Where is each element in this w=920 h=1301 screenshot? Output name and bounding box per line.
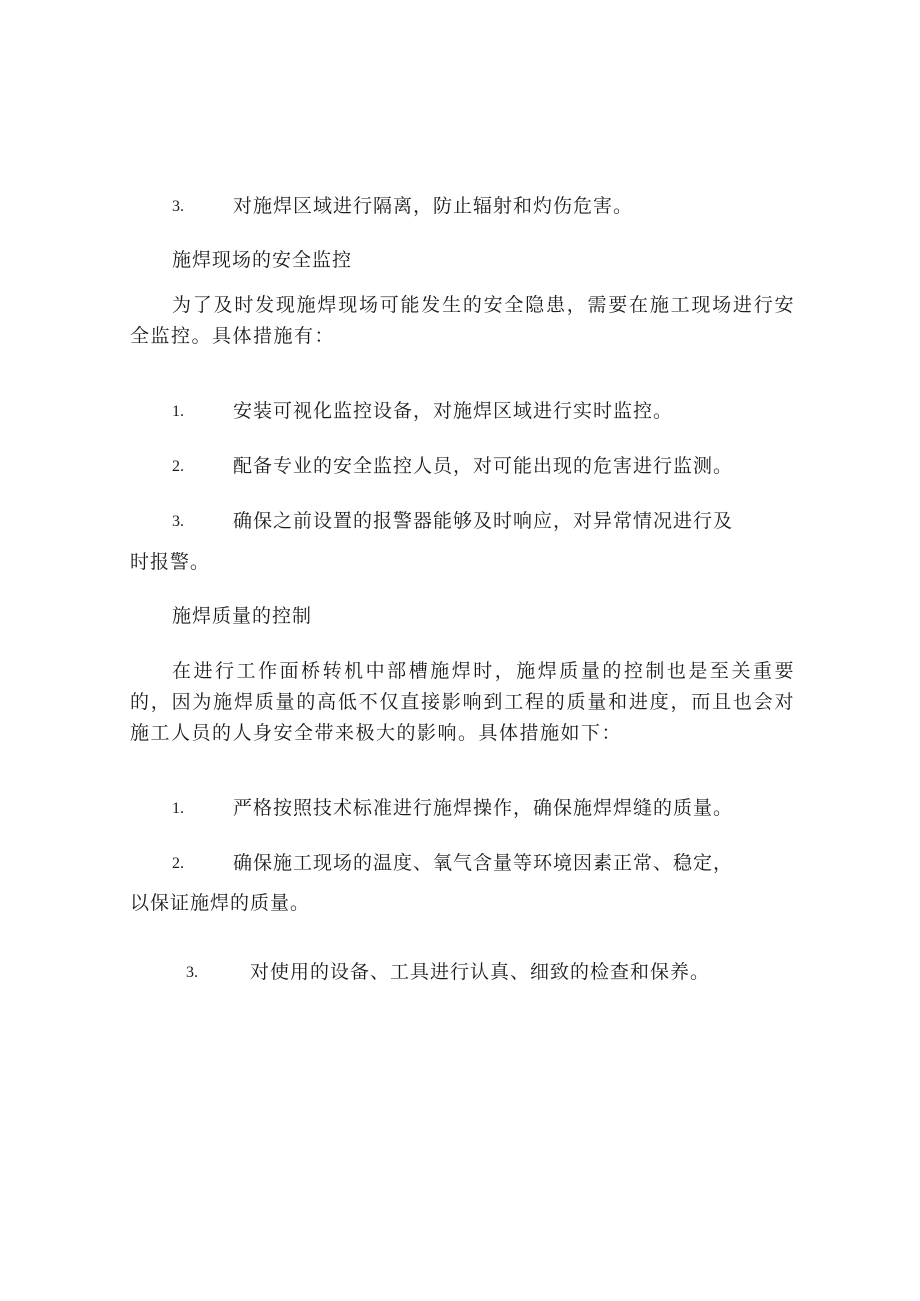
list-item-text: 对使用的设备、工具进行认真、细致的检查和保养。: [250, 961, 711, 983]
list-item-continuation: 时报警。: [130, 551, 211, 573]
list-item-number: 3.: [172, 198, 184, 215]
list-item-text: 严格按照技术标准进行施焊操作，确保施焊焊缝的质量。: [233, 797, 734, 819]
list-item-number: 1.: [172, 403, 184, 420]
section-heading-monitoring: 施焊现场的安全监控: [172, 249, 353, 271]
list-item-continuation: 以保证施焊的质量。: [130, 892, 311, 914]
section-heading-quality: 施焊质量的控制: [172, 605, 313, 627]
list-item-number: 1.: [172, 800, 184, 817]
list-item-number: 2.: [172, 855, 184, 872]
list-item-number: 2.: [172, 458, 184, 475]
list-item-number: 3.: [186, 964, 198, 981]
list-item-text: 对施焊区域进行隔离，防止辐射和灼伤危害。: [233, 195, 634, 217]
paragraph-monitoring: 为了及时发现施焊现场可能发生的安全隐患，需要在施工现场进行安全监控。具体措施有：: [130, 294, 795, 347]
list-item-text: 确保之前设置的报警器能够及时响应，对异常情况进行及: [233, 510, 734, 532]
list-item-text: 确保施工现场的温度、氧气含量等环境因素正常、稳定，: [233, 852, 734, 874]
paragraph-quality: 在进行工作面桥转机中部槽施焊时，施焊质量的控制也是至关重要的，因为施焊质量的高低不仅直接影响到工程的质量和进度，而且也会对施工人员的人身安全带来极大的影响。具体措施如下：: [130, 660, 795, 744]
list-item-text: 配备专业的安全监控人员，对可能出现的危害进行监测。: [233, 455, 734, 477]
list-item-text: 安装可视化监控设备，对施焊区域进行实时监控。: [233, 400, 674, 422]
list-item-number: 3.: [172, 513, 184, 530]
